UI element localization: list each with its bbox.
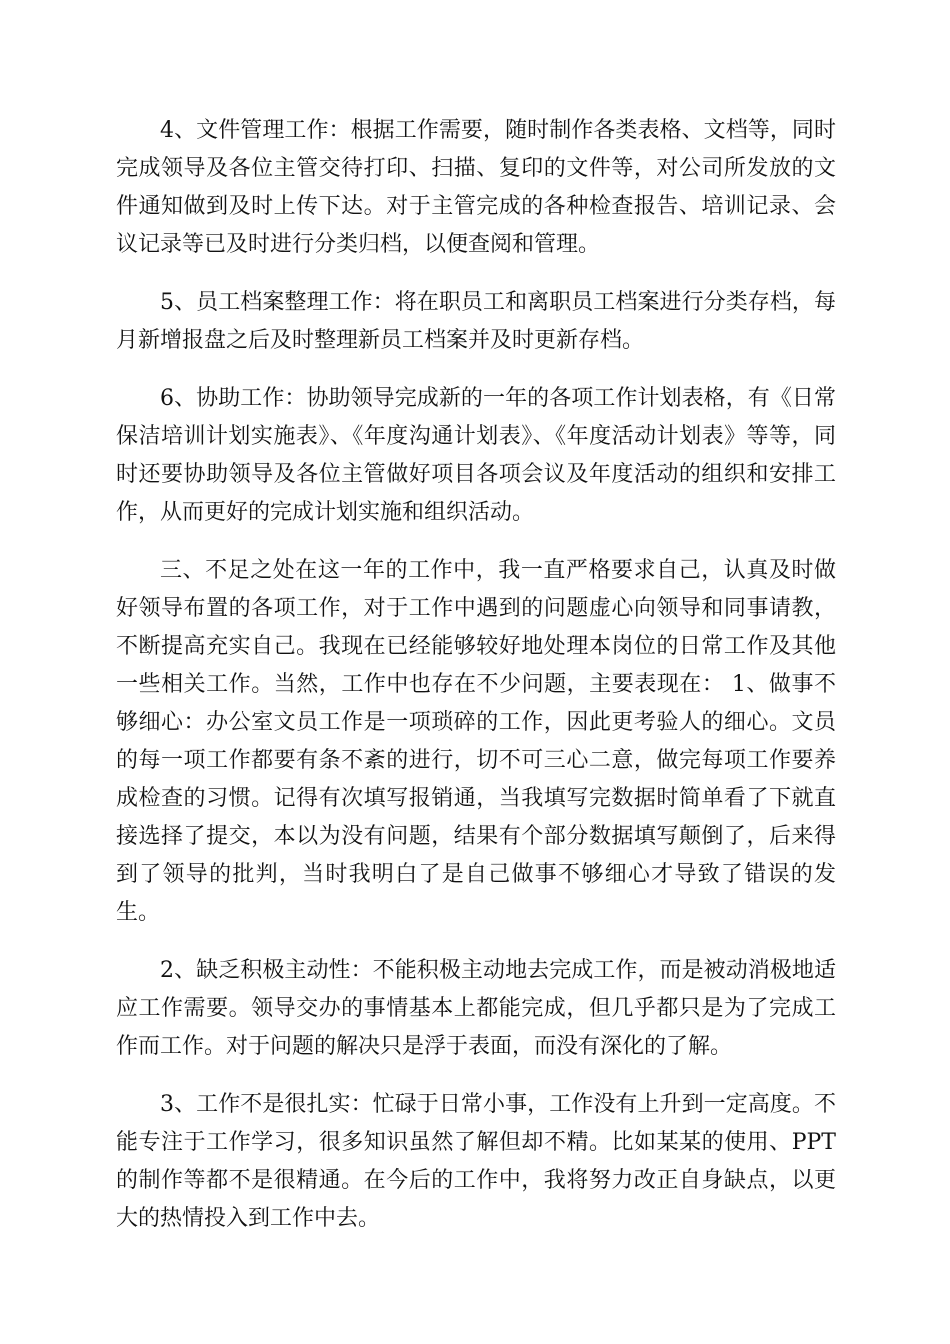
paragraph-shortcomings: 三、不足之处在这一年的工作中，我一直严格要求自己，认真及时做好领导布置的各项工作，对于工作中遇到的问题虚心向领导和同事请教，不断提高充实自己。我现在已经能够较好地处理本岗位的日常工作及其他一些相关工作。当然，工作中也存在不少问题，主要表现在： 1、做事不够细心：办公室文员工作是一项琐碎的工作，因此更考验人的细心。文员的每一项工作都要有条不紊的进行，切不可三心二意，做完每项工作要养成检查的习惯。记得有次填写报销通，当我填写完数据时简单看了下就直接选择了提交，本以为没有问题，结果有个部分数据填写颠倒了，后来得到了领导的批判，当时我明白了是自己做事不够细心才导致了错误的发生。 (116, 558, 836, 925)
paragraph-employee-archives: 5、员工档案整理工作：将在职员工和离职员工档案进行分类存档，每月新增报盘之后及时整理新员工档案并及时更新存档。 (116, 290, 836, 353)
paragraph-file-management: 4、文件管理工作：根据工作需要，随时制作各类表格、文档等，同时完成领导及各位主管交待打印、扫描、复印的文件等，对公司所发放的文件通知做到及时上传下达。对于主管完成的各种检查报告、培训记录、会议记录等已及时进行分类归档，以便查阅和管理。 (116, 118, 836, 257)
paragraph-assistance-work: 6、协助工作：协助领导完成新的一年的各项工作计划表格，有《日常保洁培训计划实施表》、《年度沟通计划表》、《年度活动计划表》等等，同时还要协助领导及各位主管做好项目各项会议及年度活动的组织和安排工作，从而更好的完成计划实施和组织活动。 (116, 386, 836, 525)
paragraph-not-solid: 3、工作不是很扎实：忙碌于日常小事，工作没有上升到一定高度。不能专注于工作学习，很多知识虽然了解但却不精。比如某某的使用、PPT的制作等都不是很精通。在今后的工作中，我将努力改正自身缺点，以更大的热情投入到工作中去。 (116, 1092, 836, 1231)
paragraph-lack-initiative: 2、缺乏积极主动性：不能积极主动地去完成工作，而是被动消极地适应工作需要。领导交办的事情基本上都能完成，但几乎都只是为了完成工作而工作。对于问题的解决只是浮于表面，而没有深化的了解。 (116, 958, 836, 1059)
document-body (116, 112, 836, 1258)
